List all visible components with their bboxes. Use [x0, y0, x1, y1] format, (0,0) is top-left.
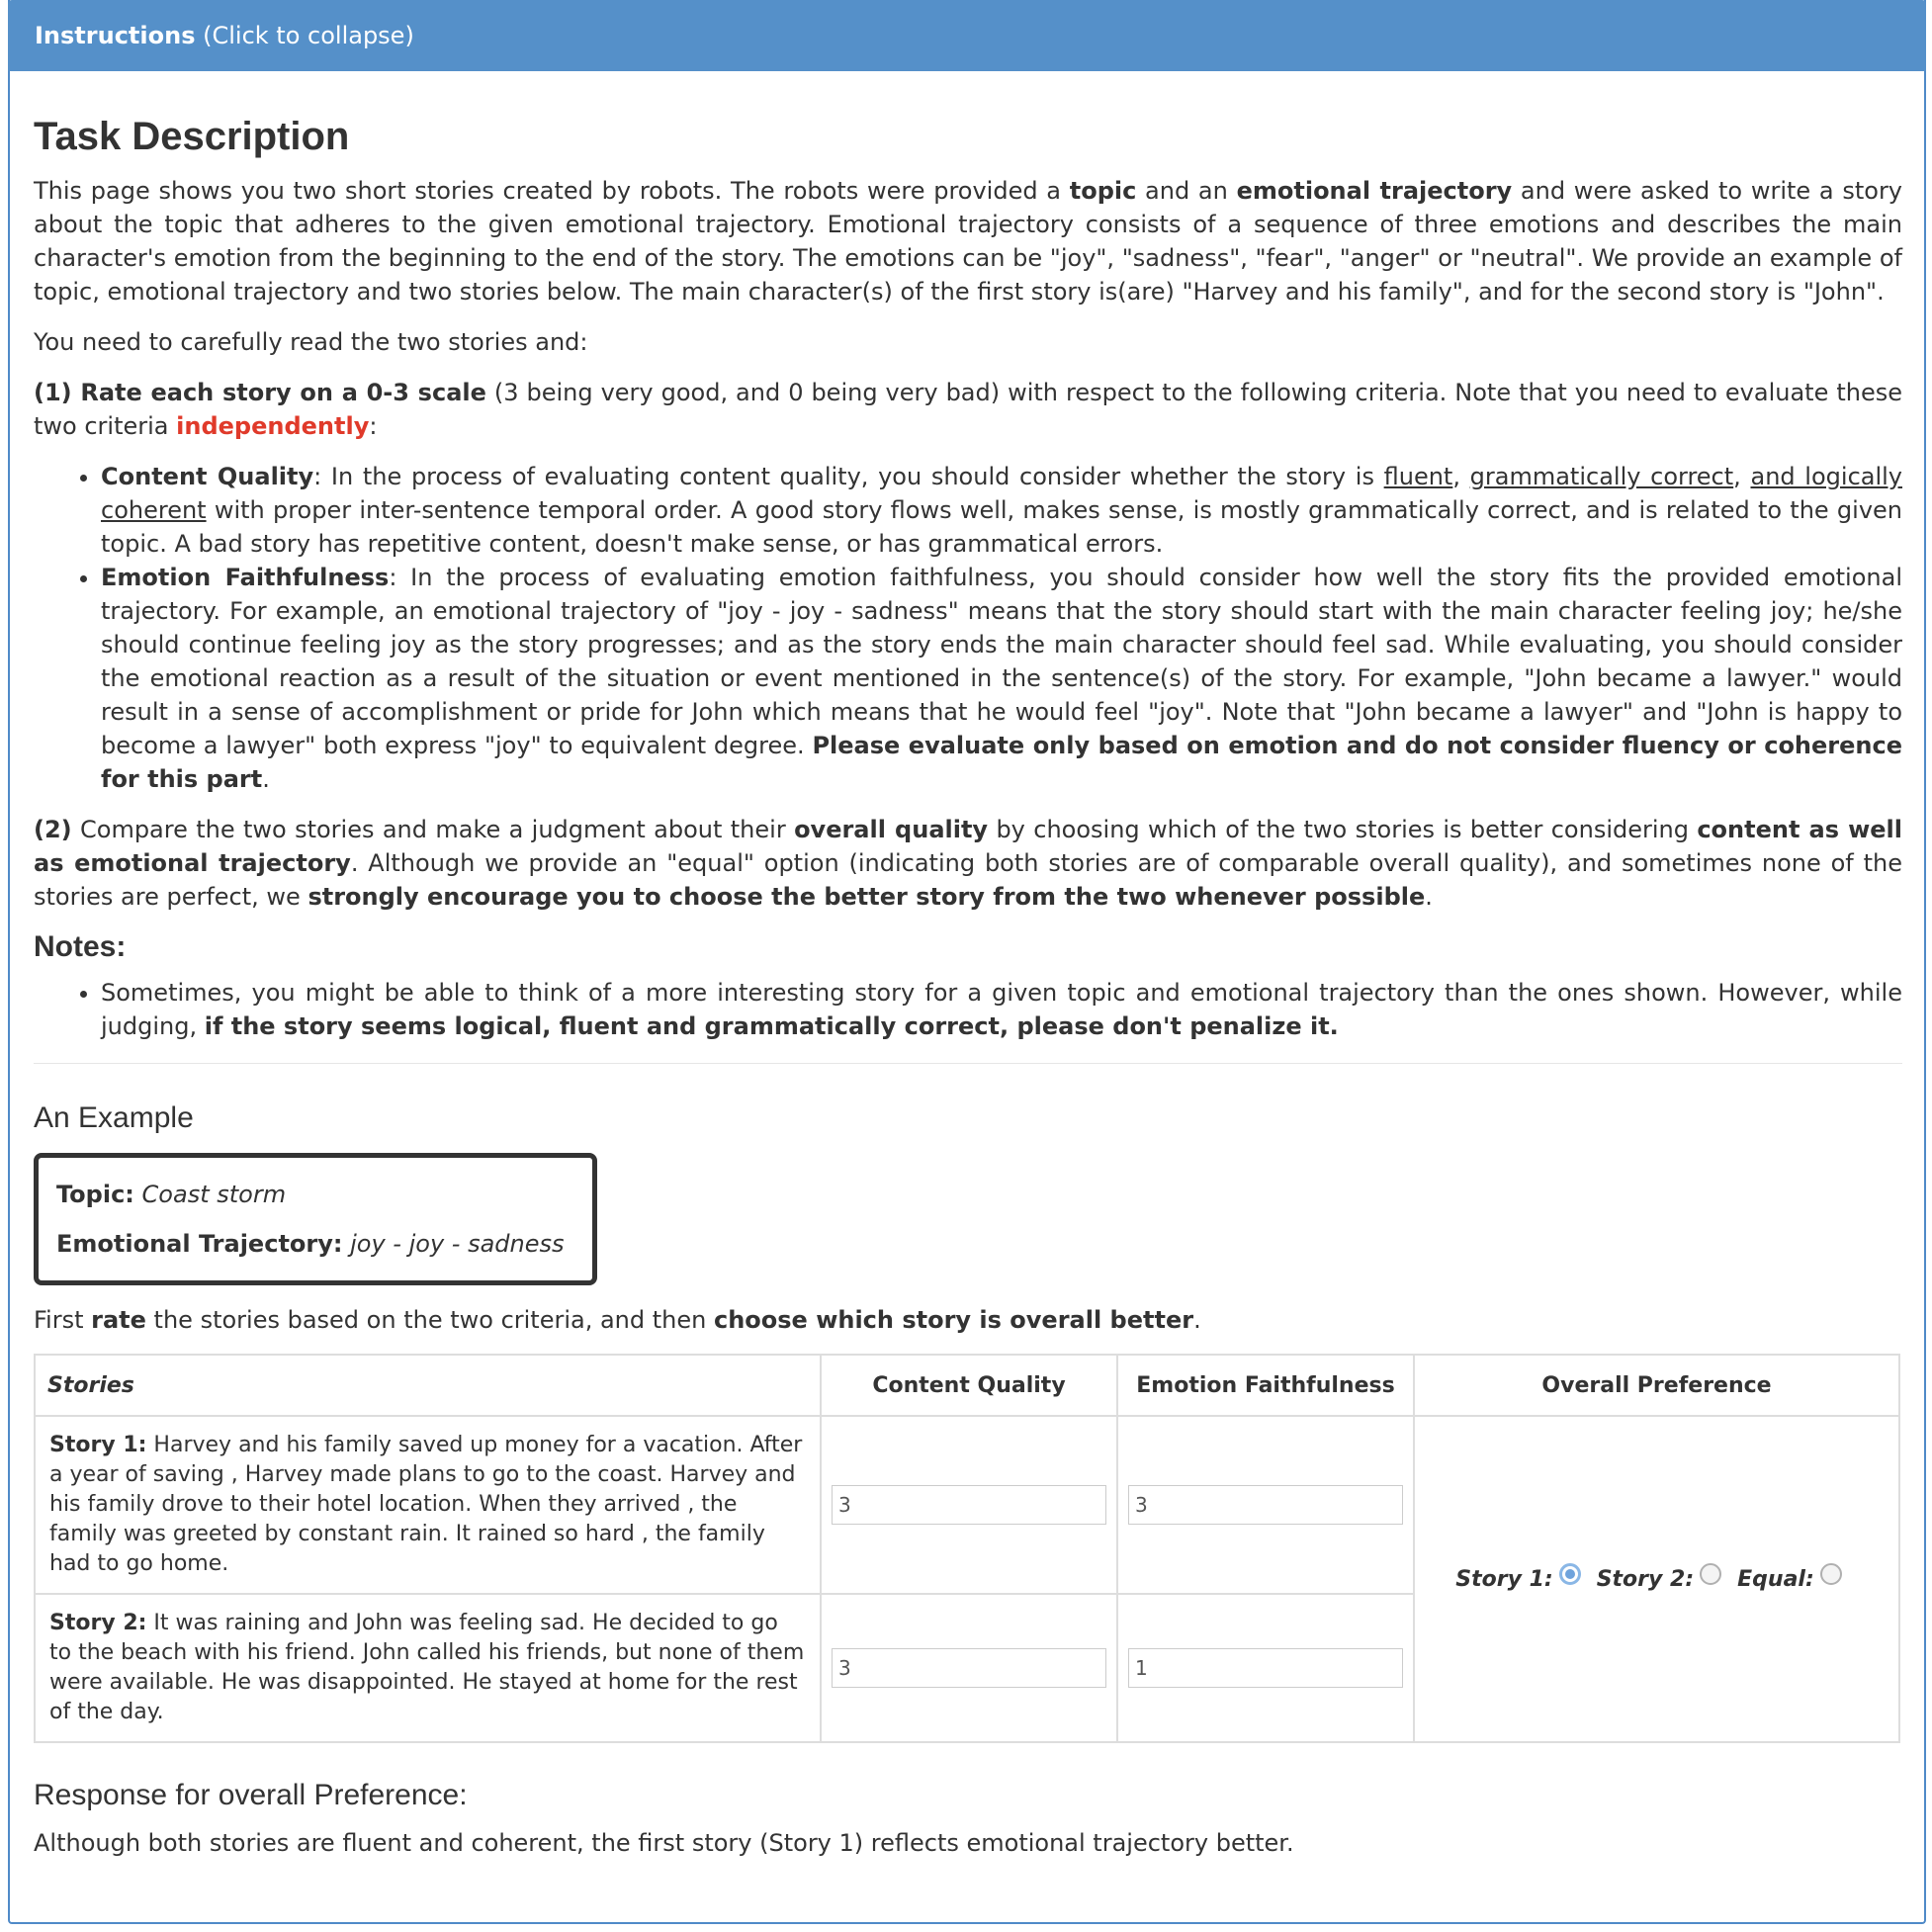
notes-list [34, 976, 1902, 1043]
pref-story1-radio[interactable] [1559, 1563, 1581, 1585]
trajectory-line: Emotional Trajectory: joy - joy - sadness [56, 1230, 565, 1258]
pref-story1-label: Story 1: [1455, 1566, 1553, 1592]
col-stories: Stories [35, 1355, 821, 1416]
story-1-emotion-faithfulness-input[interactable]: 3 [1128, 1485, 1403, 1525]
task-paragraph-2: You need to carefully read the two stories and: [34, 328, 588, 356]
pref-equal-label: Equal: [1737, 1566, 1814, 1592]
task-paragraph-4: (2) Compare the two stories and make a judgment about their overall quality by choosing which of the two stories is better considering content as well as emotional trajectory. Although we provide an "equal" option (indicating both stories are of comparable overall quality), and sometimes none of the stories are perfect, we strongly encourage you to choose the better story from the two whenever possible. [34, 816, 1903, 911]
instructions-content [34, 71, 1902, 1877]
criterion-content-quality: • Content Quality: In the process of evaluating content quality, you should consider whether the story is fluent, grammatically correct, and logically coherent with proper inter-sentence temporal order. A good story flows well, makes sense, is mostly grammatically correct, and is related to the given topic. A bad story has repetitive content, doesn't make sense, or has grammatical errors. [101, 460, 1902, 561]
criteria-list [34, 460, 1902, 796]
header-hint: (Click to collapse) [195, 22, 414, 49]
story-2-emotion-faithfulness-input[interactable]: 1 [1128, 1648, 1403, 1688]
story-2-content-quality-cell [821, 1594, 1117, 1742]
example-instruction: First rate the stories based on the two criteria, and then choose which story is overall better. [34, 1306, 1201, 1334]
story-1-cell: Story 1: Harvey and his family saved up money for a vacation. After a year of saving , Harvey made plans to go to the coast. Harvey and his family drove to their hotel location. When they arrived , the family was greeted by constant rain. It rained so hard , the family had to go home. [35, 1416, 821, 1594]
story-2-content-quality-input[interactable]: 3 [832, 1648, 1106, 1688]
instructions-collapse-header[interactable] [8, 0, 1926, 71]
table-row [35, 1416, 1899, 1594]
note-item: • Sometimes, you might be able to think of a more interesting story for a given topic and emotional trajectory than the ones shown. However, while judging, if the story seems logical, fluent and grammatically correct, please don't penalize it. [101, 976, 1902, 1043]
table-header-row [35, 1355, 1899, 1416]
task-paragraph-3: (1) Rate each story on a 0-3 scale (3 being very good, and 0 being very bad) with respect to the following criteria. Note that you need to evaluate these two criteria independently: [34, 379, 1902, 440]
story-2-cell: Story 2: It was raining and John was feeling sad. He decided to go to the beach with his friend. John called his friends, but none of them were available. He was disappointed. He stayed at home for the rest of the day. [35, 1594, 821, 1742]
notes-heading: Notes: [34, 930, 127, 963]
example-table [34, 1354, 1900, 1743]
preference-radio-group [1455, 1567, 1858, 1592]
story-1-content-quality-input[interactable]: 3 [832, 1485, 1106, 1525]
response-text: Although both stories are fluent and coherent, the first story (Story 1) reflects emotional trajectory better. [34, 1829, 1294, 1857]
pref-story2-label: Story 2: [1596, 1566, 1695, 1592]
pref-story2-radio[interactable] [1700, 1563, 1721, 1585]
story-1-content-quality-cell [821, 1416, 1117, 1594]
criterion-emotion-faithfulness: • Emotion Faithfulness: In the process of evaluating emotion faithfulness, you should consider how well the story fits the provided emotional trajectory. For example, an emotional trajectory of "joy - joy - sadness" means that the story should start with the main character feeling joy; he/she should continue feeling joy as the story progresses; and as the story ends the main character should feel sad. While evaluating, you should consider the emotional reaction as a result of the situation or event mentioned in the sentence(s) of the story. For example, "John became a lawyer." would result in a sense of accomplishment or pride for John which means that he would feel "joy". Note that "John became a lawyer" and "John is happy to become a lawyer" both express "joy" to equivalent degree. Please evaluate only based on emotion and do not consider fluency or coherence for this part. [101, 561, 1902, 796]
response-heading: Response for overall Preference: [34, 1779, 468, 1811]
overall-preference-cell [1414, 1416, 1899, 1742]
col-overall-preference: Overall Preference [1414, 1355, 1899, 1416]
topic-line: Topic: Coast storm [56, 1181, 287, 1208]
example-topic-box [34, 1153, 597, 1285]
story-2-emotion-faithfulness-cell [1117, 1594, 1414, 1742]
example-heading: An Example [34, 1101, 194, 1134]
divider [34, 1063, 1902, 1064]
col-content-quality: Content Quality [821, 1355, 1117, 1416]
task-description-heading: Task Description [34, 115, 350, 158]
story-1-emotion-faithfulness-cell [1117, 1416, 1414, 1594]
pref-equal-radio[interactable] [1820, 1563, 1842, 1585]
col-emotion-faithfulness: Emotion Faithfulness [1117, 1355, 1414, 1416]
task-paragraph-1: This page shows you two short stories created by robots. The robots were provided a topic and an emotional trajectory and were asked to write a story about the topic that adheres to the given emotional trajectory. Emotional trajectory consists of a sequence of three emotions and describes the main character's emotion from the beginning to the end of the story. The emotions can be "joy", "sadness", "fear", "anger" or "neutral". We provide an example of topic, emotional trajectory and two stories below. The main character(s) of the first story is(are) "Harvey and his family", and for the second story is "John". [34, 177, 1903, 306]
header-title: Instructions [35, 22, 196, 49]
